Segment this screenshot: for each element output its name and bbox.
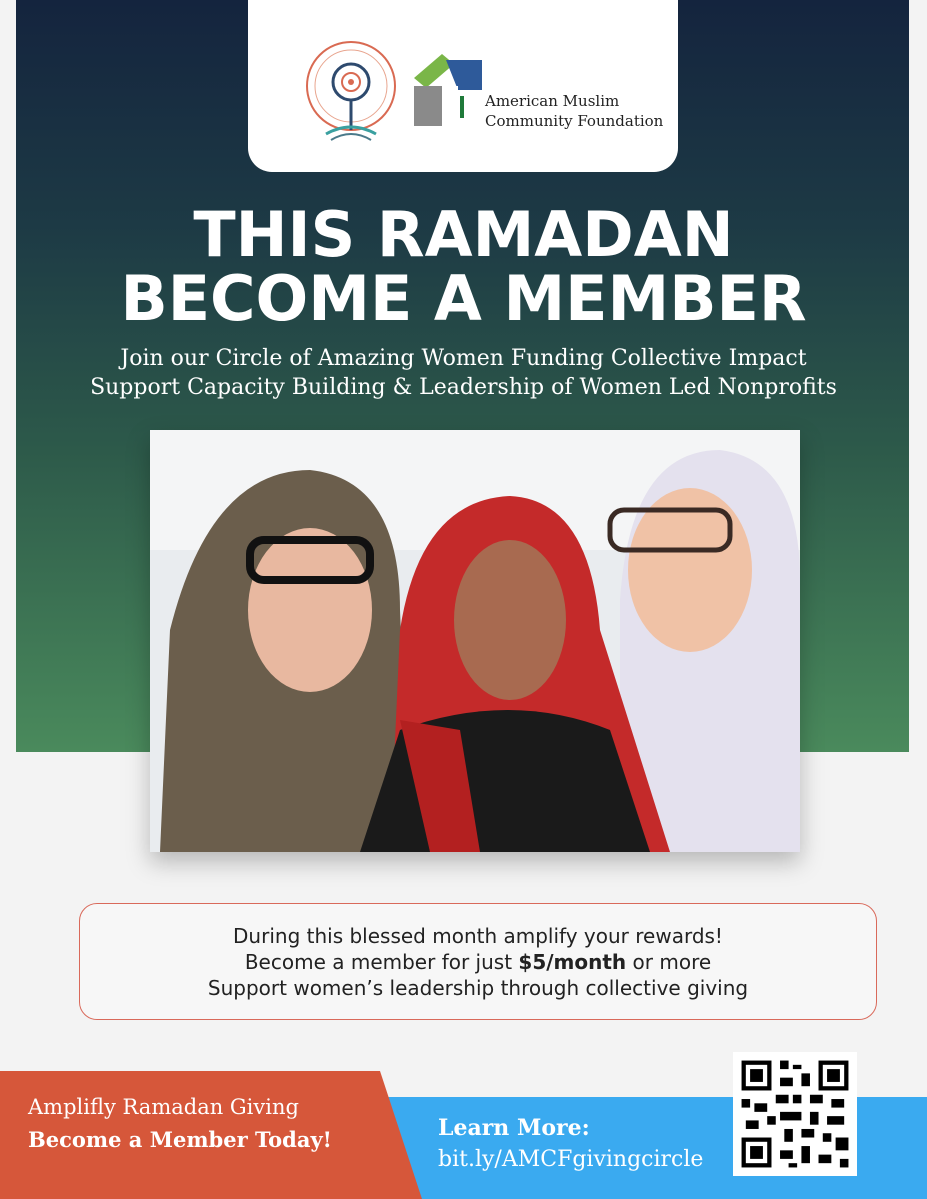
info-line2-suffix: or more [626, 950, 712, 974]
headline-line2: BECOME A MEMBER [120, 262, 807, 335]
subheadline-line1: Join our Circle of Amazing Women Funding Collective Impact [120, 346, 807, 371]
cta-line1: Amplifly Ramadan Giving [28, 1095, 299, 1119]
members-photo [150, 430, 800, 852]
info-line1: During this blessed month amplify your rewards! [233, 924, 723, 948]
amcf-logo-icon [412, 52, 482, 128]
qr-code-icon[interactable] [733, 1052, 857, 1176]
info-line2-prefix: Become a member for just [244, 950, 519, 974]
cta-line2[interactable]: Become a Member Today! [28, 1127, 332, 1152]
info-box [79, 903, 877, 1020]
amcf-logo-text-line2: Community Foundation [485, 112, 664, 130]
info-line2 [80, 949, 876, 975]
learn-more-link[interactable]: bit.ly/AMCFgivingcircle [438, 1147, 704, 1172]
price-text: $5/month [518, 950, 627, 974]
info-line3: Support women’s leadership through collective giving [207, 976, 749, 1000]
giving-circle-logo [296, 36, 406, 148]
learn-more-label: Learn More: [438, 1115, 590, 1141]
headline-line1: THIS RAMADAN [193, 198, 734, 271]
logo-card [248, 0, 678, 172]
subheadline-line2: Support Capacity Building & Leadership of Women Led Nonprofits [90, 375, 837, 400]
amcf-logo-text-line1: American Muslim [485, 92, 620, 110]
